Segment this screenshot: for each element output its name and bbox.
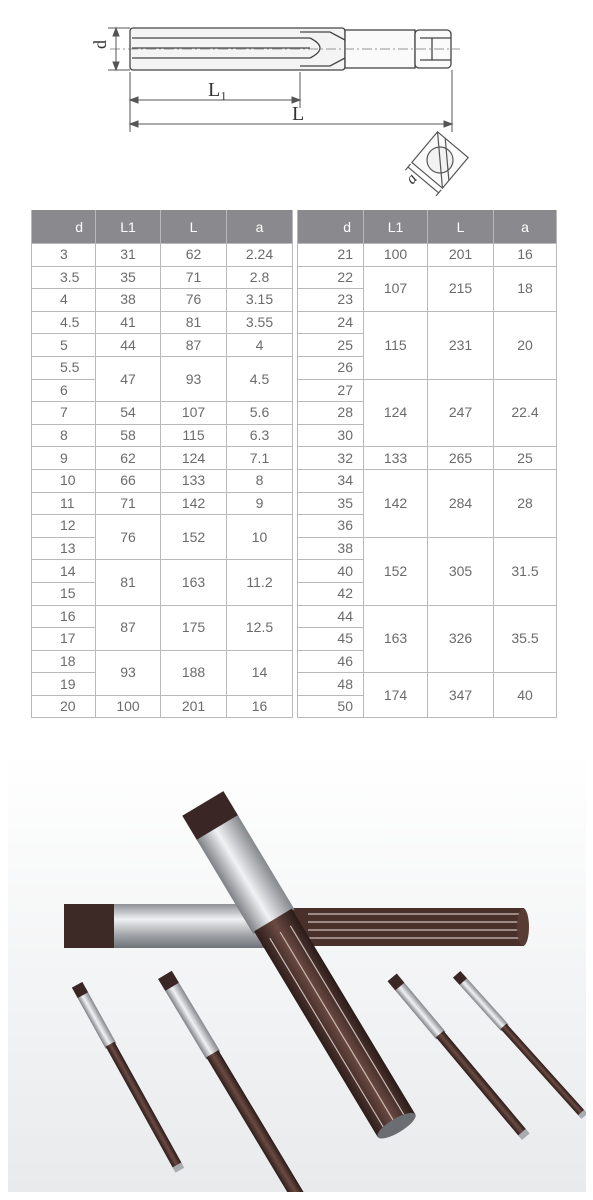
table-cell: 124 [161, 447, 227, 470]
table-cell: 5.6 [227, 402, 293, 425]
spec-table-left [31, 210, 293, 718]
table-cell: 4 [32, 289, 96, 312]
table-cell: 38 [96, 289, 161, 312]
table-cell: 174 [364, 673, 428, 718]
table-cell: 7 [32, 402, 96, 425]
table-cell: 201 [428, 244, 494, 267]
table-row [298, 447, 557, 470]
table-cell: 13 [32, 537, 96, 560]
table-row [298, 673, 557, 696]
table-cell: 6 [32, 379, 96, 402]
column-header-d: d [298, 210, 364, 244]
table-cell: 36 [298, 515, 364, 538]
table-cell: 163 [161, 560, 227, 605]
column-header-l1: L1 [364, 210, 428, 244]
table-cell: 142 [364, 469, 428, 537]
table-row [32, 402, 293, 425]
table-cell: 47 [96, 356, 161, 401]
table-cell: 18 [32, 650, 96, 673]
table-cell: 8 [227, 469, 293, 492]
table-cell: 142 [161, 492, 227, 515]
table-cell: 25 [494, 447, 557, 470]
table-cell: 42 [298, 582, 364, 605]
table-cell: 16 [227, 695, 293, 718]
table-cell: 163 [364, 605, 428, 673]
table-cell: 31.5 [494, 537, 557, 605]
table-row [298, 605, 557, 628]
table-row [32, 695, 293, 718]
table-cell: 11 [32, 492, 96, 515]
table-cell: 305 [428, 537, 494, 605]
table-row [298, 244, 557, 267]
table-cell: 22 [298, 266, 364, 289]
table-cell: 23 [298, 289, 364, 312]
table-cell: 54 [96, 402, 161, 425]
table-row [32, 289, 293, 312]
table-cell: 5.5 [32, 356, 96, 379]
column-header-a: a [494, 210, 557, 244]
table-cell: 15 [32, 582, 96, 605]
table-cell: 30 [298, 424, 364, 447]
table-row [32, 356, 293, 379]
table-cell: 27 [298, 379, 364, 402]
table-cell: 40 [494, 673, 557, 718]
column-header-l1: L1 [96, 210, 161, 244]
table-cell: 71 [96, 492, 161, 515]
table-cell: 20 [494, 311, 557, 379]
table-cell: 58 [96, 424, 161, 447]
table-cell: 66 [96, 469, 161, 492]
table-cell: 10 [32, 469, 96, 492]
table-cell: 107 [161, 402, 227, 425]
table-cell: 87 [96, 605, 161, 650]
table-cell: 32 [298, 447, 364, 470]
diagram-label-d: d [90, 40, 110, 49]
table-cell: 28 [494, 469, 557, 537]
table-cell: 6.3 [227, 424, 293, 447]
table-cell: 14 [227, 650, 293, 695]
table-cell: 175 [161, 605, 227, 650]
table-row [32, 515, 293, 538]
column-header-l: L [428, 210, 494, 244]
table-row [32, 311, 293, 334]
table-cell: 231 [428, 311, 494, 379]
table-row [32, 469, 293, 492]
table-cell: 76 [96, 515, 161, 560]
table-cell: 17 [32, 628, 96, 651]
table-cell: 115 [161, 424, 227, 447]
table-cell: 201 [161, 695, 227, 718]
table-cell: 5 [32, 334, 96, 357]
column-header-a: a [227, 210, 293, 244]
table-cell: 14 [32, 560, 96, 583]
table-cell: 133 [364, 447, 428, 470]
table-cell: 12 [32, 515, 96, 538]
table-row [32, 447, 293, 470]
table-row [32, 244, 293, 267]
table-row [32, 492, 293, 515]
table-row [32, 334, 293, 357]
table-cell: 35 [298, 492, 364, 515]
table-cell: 76 [161, 289, 227, 312]
table-row [298, 266, 557, 289]
table-cell: 4 [227, 334, 293, 357]
table-row [32, 605, 293, 628]
table-cell: 3.15 [227, 289, 293, 312]
table-cell: 31 [96, 244, 161, 267]
table-cell: 25 [298, 334, 364, 357]
table-cell: 265 [428, 447, 494, 470]
table-cell: 20 [32, 695, 96, 718]
table-cell: 16 [32, 605, 96, 628]
table-cell: 38 [298, 537, 364, 560]
table-cell: 10 [227, 515, 293, 560]
table-cell: 107 [364, 266, 428, 311]
diagram-label-a: a [402, 170, 421, 188]
table-cell: 24 [298, 311, 364, 334]
table-cell: 93 [161, 356, 227, 401]
table-row [298, 311, 557, 334]
table-cell: 21 [298, 244, 364, 267]
table-cell: 41 [96, 311, 161, 334]
product-photo-reamers [8, 752, 586, 1192]
table-cell: 71 [161, 266, 227, 289]
table-cell: 326 [428, 605, 494, 673]
table-cell: 81 [96, 560, 161, 605]
table-cell: 40 [298, 560, 364, 583]
table-cell: 2.24 [227, 244, 293, 267]
table-row [298, 379, 557, 402]
table-cell: 3.5 [32, 266, 96, 289]
table-cell: 3.55 [227, 311, 293, 334]
table-cell: 35.5 [494, 605, 557, 673]
table-cell: 93 [96, 650, 161, 695]
table-cell: 188 [161, 650, 227, 695]
table-cell: 62 [161, 244, 227, 267]
table-cell: 46 [298, 650, 364, 673]
table-cell: 4.5 [32, 311, 96, 334]
table-header-row [298, 210, 557, 244]
table-row [32, 424, 293, 447]
diagram-label-l1: L₁ [208, 79, 228, 101]
table-cell: 124 [364, 379, 428, 447]
table-cell: 81 [161, 311, 227, 334]
table-cell: 44 [96, 334, 161, 357]
table-cell: 152 [161, 515, 227, 560]
table-cell: 19 [32, 673, 96, 696]
table-row [32, 650, 293, 673]
table-row [298, 469, 557, 492]
table-cell: 284 [428, 469, 494, 537]
diagram-label-l: L [292, 103, 305, 125]
table-cell: 115 [364, 311, 428, 379]
column-header-d: d [32, 210, 96, 244]
spec-table-right [297, 210, 557, 718]
table-cell: 247 [428, 379, 494, 447]
table-cell: 152 [364, 537, 428, 605]
table-cell: 28 [298, 402, 364, 425]
table-cell: 22.4 [494, 379, 557, 447]
table-cell: 7.1 [227, 447, 293, 470]
table-cell: 34 [298, 469, 364, 492]
table-cell: 100 [364, 244, 428, 267]
table-cell: 12.5 [227, 605, 293, 650]
table-cell: 4.5 [227, 356, 293, 401]
table-cell: 3 [32, 244, 96, 267]
table-cell: 11.2 [227, 560, 293, 605]
table-cell: 48 [298, 673, 364, 696]
reamer-technical-drawing [0, 0, 593, 205]
table-cell: 8 [32, 424, 96, 447]
table-cell: 9 [227, 492, 293, 515]
table-cell: 44 [298, 605, 364, 628]
table-cell: 26 [298, 356, 364, 379]
table-row [32, 560, 293, 583]
table-cell: 347 [428, 673, 494, 718]
table-row [32, 266, 293, 289]
table-cell: 45 [298, 628, 364, 651]
table-row [298, 537, 557, 560]
table-cell: 2.8 [227, 266, 293, 289]
table-cell: 16 [494, 244, 557, 267]
table-cell: 62 [96, 447, 161, 470]
table-cell: 100 [96, 695, 161, 718]
table-cell: 215 [428, 266, 494, 311]
table-header-row [32, 210, 293, 244]
table-cell: 87 [161, 334, 227, 357]
table-cell: 9 [32, 447, 96, 470]
table-cell: 133 [161, 469, 227, 492]
table-cell: 35 [96, 266, 161, 289]
column-header-l: L [161, 210, 227, 244]
table-cell: 18 [494, 266, 557, 311]
table-cell: 50 [298, 695, 364, 718]
